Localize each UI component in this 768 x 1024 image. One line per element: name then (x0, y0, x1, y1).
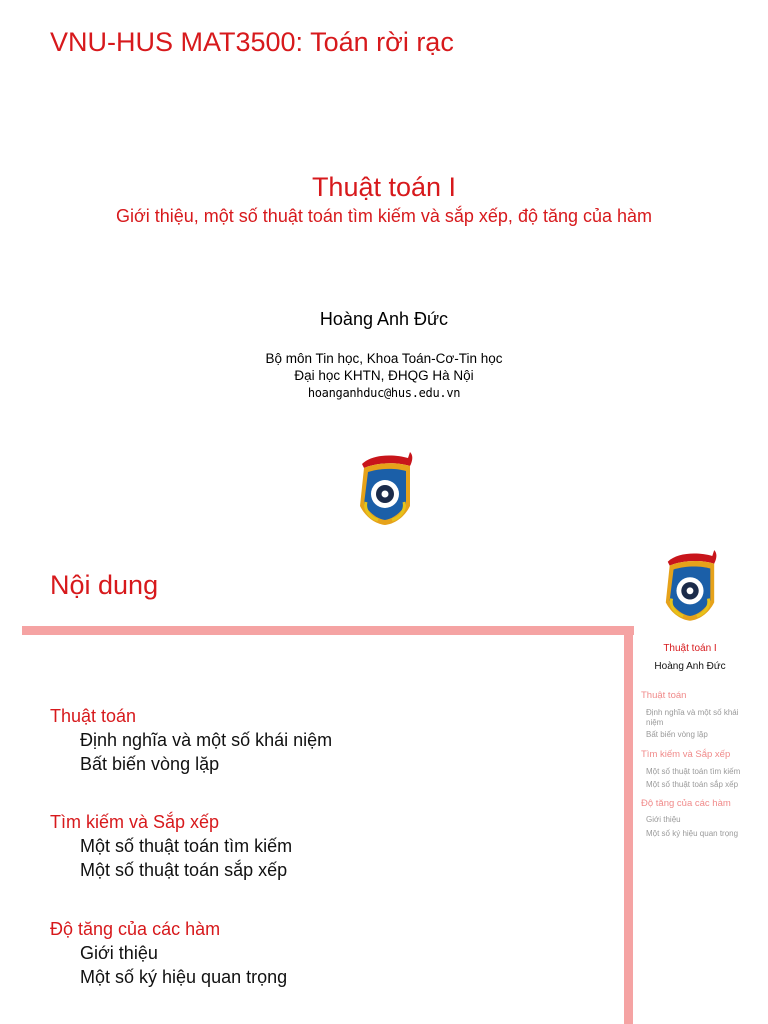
author-name: Hoàng Anh Đức (319, 309, 449, 329)
frame-side-bar (624, 626, 633, 1024)
sidebar-item-dinh-nghia[interactable]: Định nghĩa và một số khái (646, 708, 739, 717)
affiliation-line-1: Bộ môn Tin học, Khoa Toán-Cơ-Tin học (265, 351, 503, 366)
university-crest-icon (660, 548, 720, 622)
university-crest-icon (354, 450, 416, 526)
toc-item-dinh-nghia[interactable]: Định nghĩa và một số khái niệm (80, 730, 333, 750)
sidebar-title[interactable]: Thuật toán I (663, 643, 717, 654)
toc-section-do-tang[interactable]: Độ tăng của các hàm (50, 919, 221, 939)
toc-item-ky-hieu[interactable]: Một số ký hiệu quan trọng (80, 967, 288, 987)
sidebar-item-sap-xep[interactable]: Một số thuật toán sắp xếp (646, 780, 739, 789)
sidebar-section-tim-kiem[interactable]: Tìm kiếm và Sắp xếp (641, 749, 731, 760)
sidebar-item-ky-hieu[interactable]: Một số ký hiệu quan trọng (646, 829, 739, 838)
author-email: hoanganhduc@hus.edu.vn (307, 386, 461, 400)
slide-title: Thuật toán I (311, 172, 457, 202)
toc-item-gioi-thieu[interactable]: Giới thiệu (80, 943, 158, 963)
toc-item-tim-kiem[interactable]: Một số thuật toán tìm kiếm (80, 836, 293, 856)
toc-section-thuat-toan[interactable]: Thuật toán (50, 706, 137, 726)
slide-subtitle: Giới thiệu, một số thuật toán tìm kiếm và sắp xếp, độ tăng của hàm (115, 206, 653, 226)
course-title: VNU-HUS MAT3500: Toán rời rạc (50, 27, 454, 57)
affiliation-line-2: Đại học KHTN, ĐHQG Hà Nội (294, 368, 474, 383)
sidebar-author: Hoàng Anh Đức (654, 661, 726, 672)
sidebar-item-gioi-thieu[interactable]: Giới thiệu (646, 815, 681, 824)
toc-item-bat-bien[interactable]: Bất biến vòng lặp (80, 754, 220, 774)
frame-top-bar (22, 626, 634, 635)
sidebar-item-bat-bien[interactable]: Bất biến vòng lặp (646, 730, 708, 739)
toc-section-tim-kiem[interactable]: Tìm kiếm và Sắp xếp (50, 812, 220, 832)
sidebar-item-dinh-nghia-cont[interactable]: niệm (646, 718, 664, 727)
sidebar-item-tim-kiem[interactable]: Một số thuật toán tìm kiếm (646, 767, 741, 776)
toc-item-sap-xep[interactable]: Một số thuật toán sắp xếp (80, 860, 288, 880)
sidebar-section-thuat-toan[interactable]: Thuật toán (641, 690, 687, 701)
sidebar-section-do-tang[interactable]: Độ tăng của các hàm (641, 798, 731, 809)
toc-title: Nội dung (50, 570, 159, 600)
